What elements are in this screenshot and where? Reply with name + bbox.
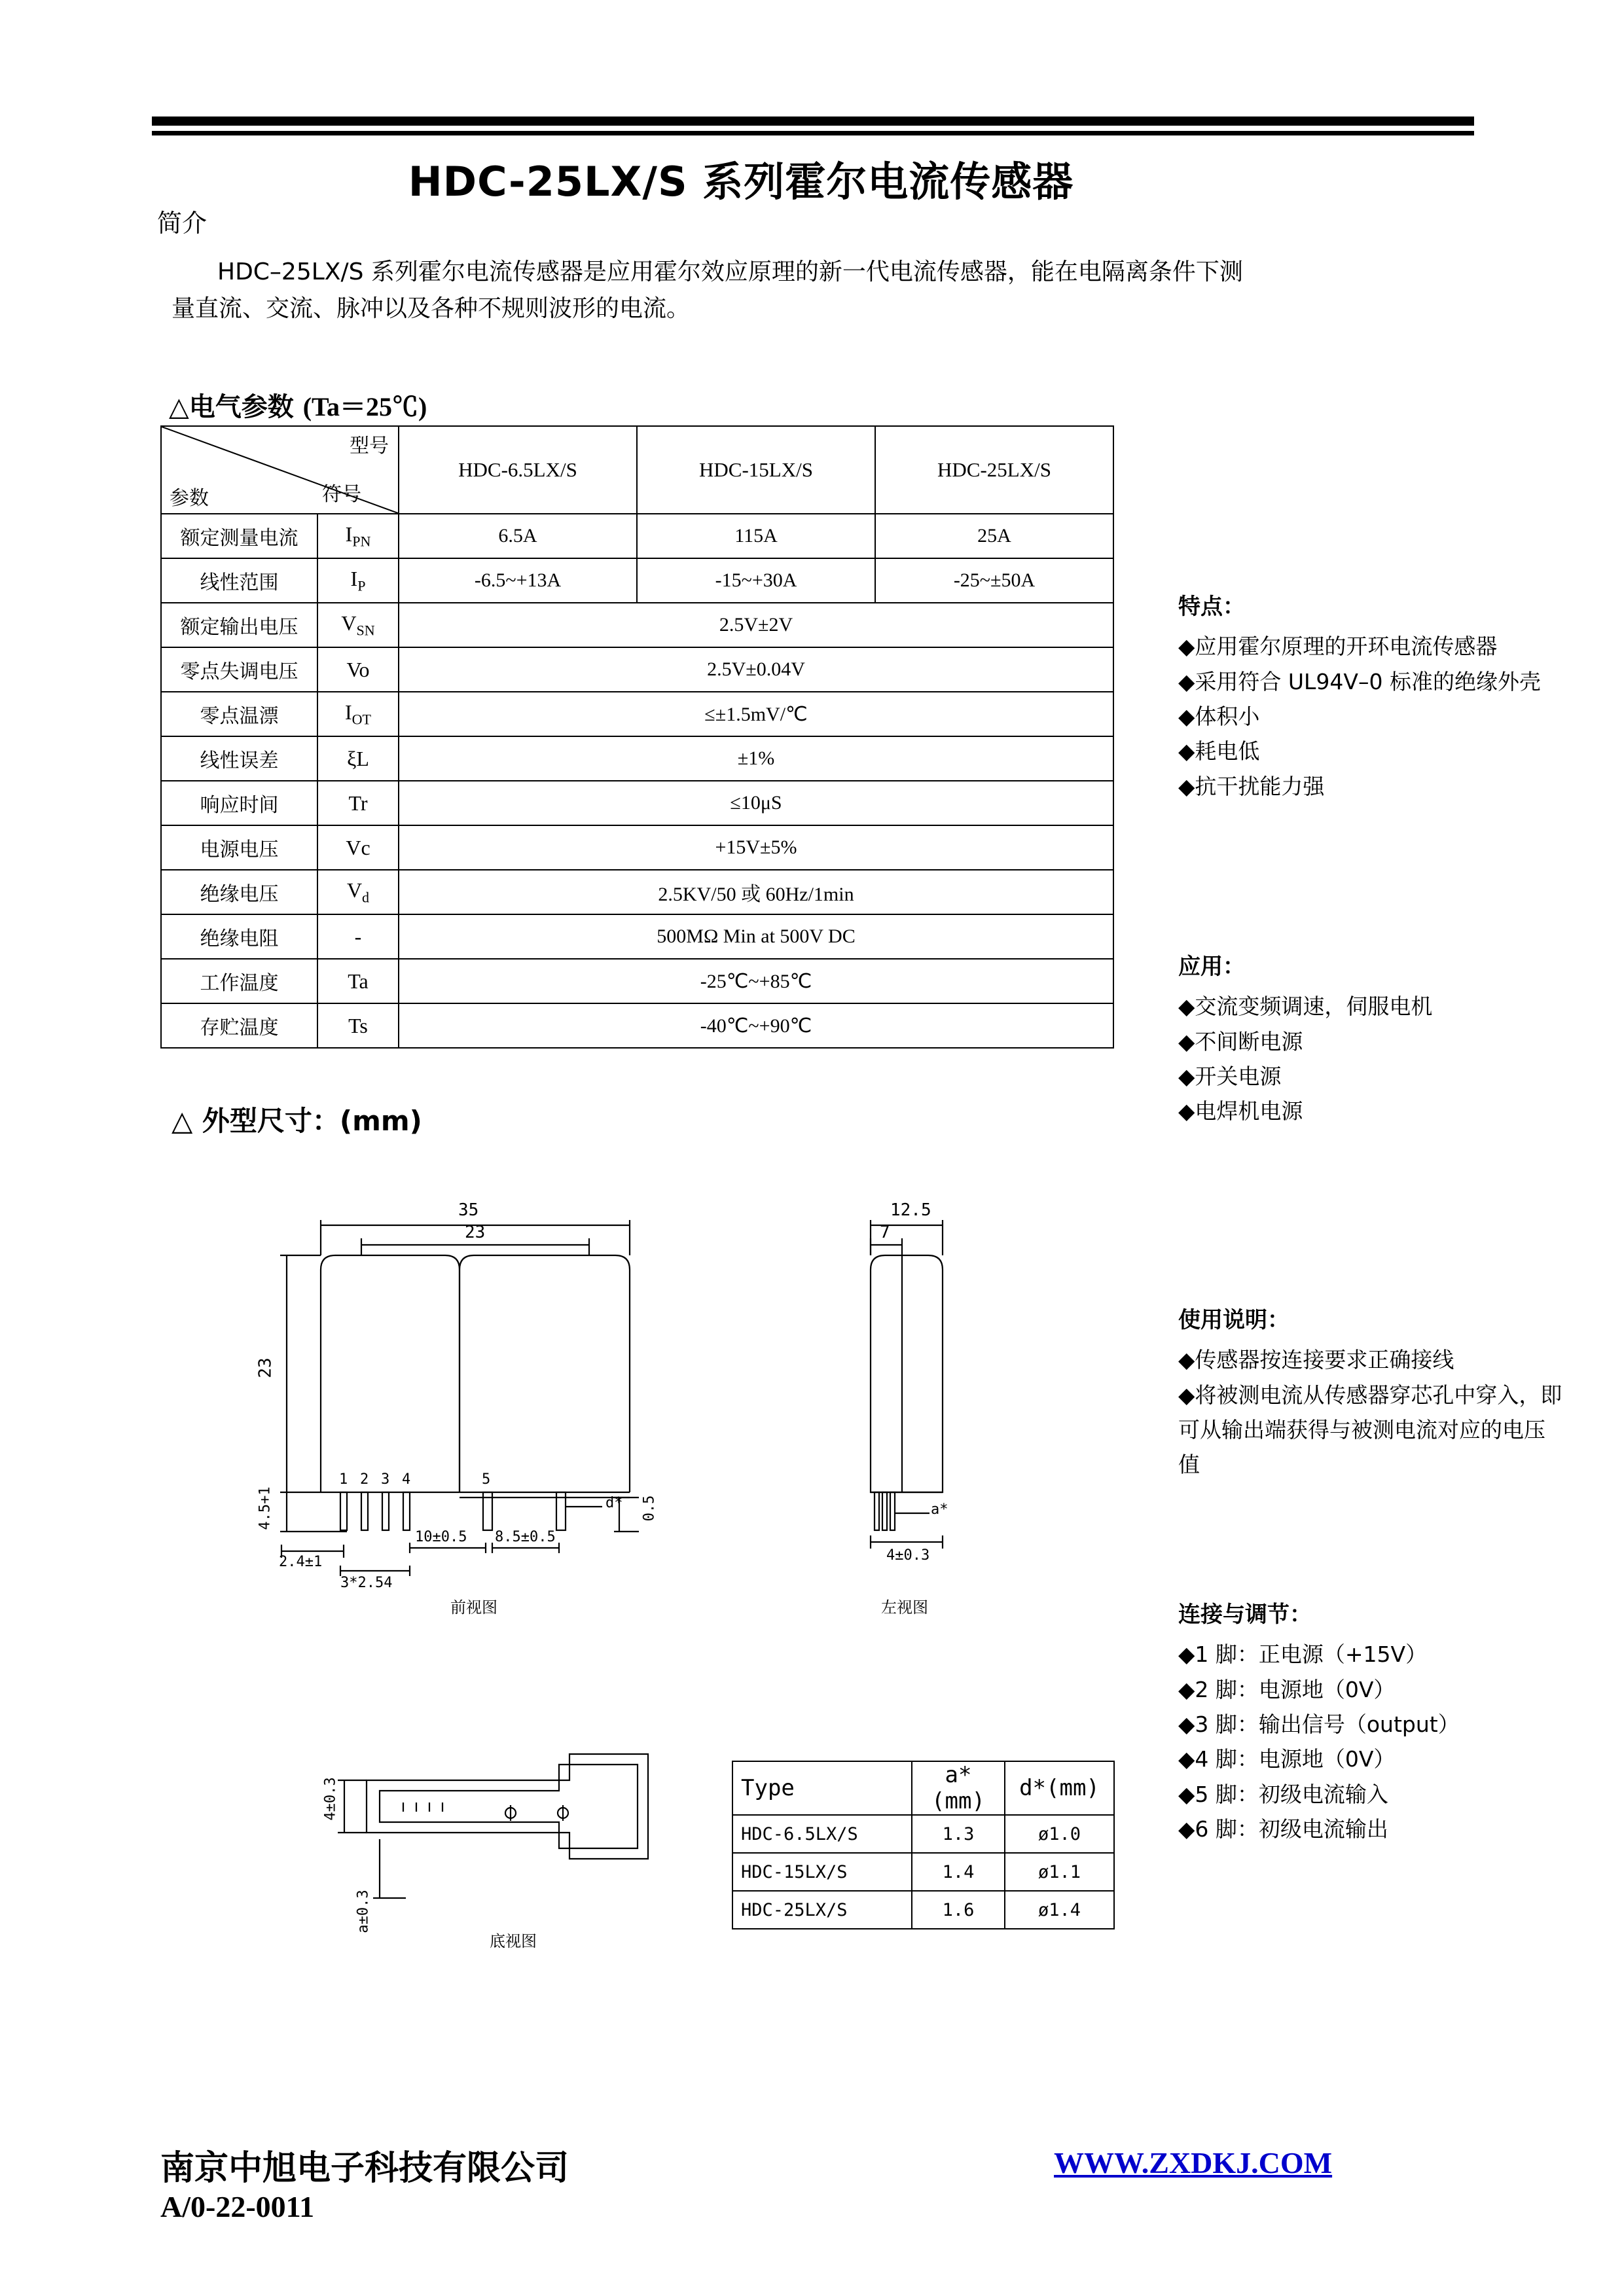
row-symbol: $I_{PN}$ bbox=[317, 514, 399, 558]
header-model-label: 型号 bbox=[350, 435, 389, 457]
header-rule-thick bbox=[152, 117, 1474, 126]
type-a-value: 1.6 bbox=[912, 1891, 1005, 1929]
a-col-header: a*(mm) bbox=[912, 1761, 1005, 1815]
connection-item: ◆1 脚：正电源（+15V） bbox=[1178, 1641, 1428, 1668]
row-symbol: ξL bbox=[317, 736, 399, 781]
row-label: 绝缘电压 bbox=[161, 870, 317, 914]
applications-heading: 应用： bbox=[1178, 954, 1245, 980]
features-item: ◆采用符合 UL94V–0 标准的绝缘外壳 bbox=[1178, 668, 1541, 694]
table-header-row bbox=[161, 426, 1113, 514]
applications-item: ◆交流变频调速，伺服电机 bbox=[1178, 994, 1433, 1020]
table-row bbox=[732, 1891, 1114, 1929]
row-symbol: - bbox=[317, 914, 399, 959]
dim-pin-height: 4.5+1 bbox=[257, 1486, 274, 1530]
table-row bbox=[161, 959, 1113, 1003]
dim-side-thickness: 4±0.3 bbox=[886, 1547, 930, 1564]
front-view-caption: 前视图 bbox=[450, 1598, 497, 1617]
row-symbol: Vo bbox=[317, 647, 399, 692]
connection-block bbox=[1178, 1597, 1571, 1847]
type-a-value: 1.4 bbox=[912, 1853, 1005, 1891]
row-label: 线性范围 bbox=[161, 558, 317, 603]
bottom-view-drawing bbox=[281, 1734, 700, 2022]
table-row bbox=[161, 781, 1113, 825]
header-diagonal-cell bbox=[161, 426, 399, 514]
pin-number-1: 1 bbox=[339, 1471, 348, 1488]
row-label: 电源电压 bbox=[161, 825, 317, 870]
row-value: -25~±50A bbox=[875, 558, 1113, 603]
dim-depth: 0.5 bbox=[641, 1495, 658, 1522]
connection-item: ◆3 脚：输出信号（output） bbox=[1178, 1711, 1460, 1737]
table-row bbox=[161, 603, 1113, 647]
type-name: HDC-6.5LX/S bbox=[732, 1815, 912, 1853]
row-value: 25A bbox=[875, 514, 1113, 558]
row-symbol: Ts bbox=[317, 1003, 399, 1048]
pin-number-4: 4 bbox=[402, 1471, 411, 1488]
row-label: 存贮温度 bbox=[161, 1003, 317, 1048]
applications-item: ◆开关电源 bbox=[1178, 1063, 1282, 1089]
table-row bbox=[161, 692, 1113, 736]
bottom-view-svg bbox=[281, 1734, 700, 2022]
features-block bbox=[1178, 589, 1571, 804]
dim-pin-pitch: 3*2.54 bbox=[340, 1575, 393, 1591]
side-view-drawing bbox=[831, 1200, 1028, 1636]
applications-item: ◆电焊机电源 bbox=[1178, 1098, 1303, 1124]
row-value: 115A bbox=[637, 514, 875, 558]
footer-company: 南京中旭电子科技有限公司 bbox=[160, 2149, 569, 2188]
row-symbol: $I_P$ bbox=[317, 558, 399, 603]
usage-item: ◆将被测电流从传感器穿芯孔中穿入，即可从输出端获得与被测电流对应的电压值 bbox=[1178, 1382, 1562, 1478]
row-value: -6.5~+13A bbox=[399, 558, 637, 603]
row-value: 2.5V±0.04V bbox=[399, 647, 1113, 692]
pin-number-2: 2 bbox=[360, 1471, 369, 1488]
pin-number-5: 5 bbox=[482, 1471, 491, 1488]
type-a-value: 1.3 bbox=[912, 1815, 1005, 1853]
electrical-condition: (Ta＝25℃) bbox=[302, 392, 427, 422]
type-d-value: ø1.1 bbox=[1005, 1853, 1114, 1891]
dim-left-offset: 2.4±1 bbox=[279, 1554, 323, 1570]
footer-document-code: A/0-22-0011 bbox=[160, 2190, 315, 2223]
features-heading: 特点： bbox=[1178, 594, 1245, 620]
features-item: ◆耗电低 bbox=[1178, 738, 1260, 764]
table-row bbox=[161, 870, 1113, 914]
header-symbol-label: 符号 bbox=[322, 483, 361, 506]
type-name: HDC-25LX/S bbox=[732, 1891, 912, 1929]
row-value: ≤10μS bbox=[399, 781, 1113, 825]
table-row bbox=[161, 514, 1113, 558]
table-row bbox=[161, 825, 1113, 870]
dim-width-inner: 23 bbox=[465, 1223, 486, 1242]
dim-height: 23 bbox=[255, 1357, 276, 1378]
dim-span-10: 10±0.5 bbox=[415, 1529, 467, 1545]
row-value: -25℃~+85℃ bbox=[399, 959, 1113, 1003]
row-label: 额定测量电流 bbox=[161, 514, 317, 558]
table-row bbox=[161, 1003, 1113, 1048]
usage-heading: 使用说明： bbox=[1178, 1307, 1290, 1333]
row-label: 额定输出电压 bbox=[161, 603, 317, 647]
features-item: ◆体积小 bbox=[1178, 703, 1260, 729]
electrical-section-heading bbox=[169, 386, 427, 423]
dim-side-width-outer: 12.5 bbox=[890, 1200, 931, 1220]
table-row bbox=[161, 914, 1113, 959]
row-symbol: $V_{SN}$ bbox=[317, 603, 399, 647]
row-symbol: $V_d$ bbox=[317, 870, 399, 914]
features-item: ◆抗干扰能力强 bbox=[1178, 773, 1325, 799]
dim-d-star: d* bbox=[605, 1495, 623, 1511]
page-title: HDC-25LX/S 系列霍尔电流传感器 bbox=[408, 158, 1074, 206]
front-view-drawing bbox=[249, 1200, 720, 1636]
table-row bbox=[732, 1853, 1114, 1891]
header-param-label: 参数 bbox=[170, 487, 209, 510]
connection-item: ◆5 脚：初级电流输入 bbox=[1178, 1781, 1388, 1807]
table-row bbox=[161, 647, 1113, 692]
type-dimension-table bbox=[732, 1761, 1115, 1929]
bottom-view-caption: 底视图 bbox=[490, 1932, 537, 1950]
row-label: 绝缘电阻 bbox=[161, 914, 317, 959]
dim-bottom-depth: a±0.3 bbox=[355, 1890, 372, 1933]
row-symbol: $I_{OT}$ bbox=[317, 692, 399, 736]
row-value: 2.5KV/50 或 60Hz/1min bbox=[399, 870, 1113, 914]
type-name: HDC-15LX/S bbox=[732, 1853, 912, 1891]
row-value: +15V±5% bbox=[399, 825, 1113, 870]
model-col-2: HDC-15LX/S bbox=[637, 426, 875, 514]
model-col-1: HDC-6.5LX/S bbox=[399, 426, 637, 514]
table-row bbox=[161, 558, 1113, 603]
row-value: 2.5V±2V bbox=[399, 603, 1113, 647]
row-value: -40℃~+90℃ bbox=[399, 1003, 1113, 1048]
type-d-value: ø1.4 bbox=[1005, 1891, 1114, 1929]
connection-item: ◆2 脚：电源地（0V） bbox=[1178, 1676, 1396, 1702]
connection-item: ◆6 脚：初级电流输出 bbox=[1178, 1816, 1388, 1842]
d-col-header: d*(mm) bbox=[1005, 1761, 1114, 1815]
usage-item: ◆传感器按连接要求正确接线 bbox=[1178, 1347, 1454, 1373]
row-value: 6.5A bbox=[399, 514, 637, 558]
dim-span-85: 8.5±0.5 bbox=[495, 1529, 556, 1545]
type-col-header: Type bbox=[732, 1761, 912, 1815]
side-view-svg bbox=[831, 1204, 1028, 1636]
dim-a-star: a* bbox=[931, 1501, 948, 1518]
type-d-value: ø1.0 bbox=[1005, 1815, 1114, 1853]
dimensions-heading: △ 外型尺寸：(mm) bbox=[171, 1105, 422, 1137]
intro-paragraph: HDC–25LX/S 系列霍尔电流传感器是应用霍尔效应原理的新一代电流传感器，能在电隔离条件下测量直流、交流、脉冲以及各种不规则波形的电流。 bbox=[171, 259, 1243, 322]
row-label: 零点失调电压 bbox=[161, 647, 317, 692]
row-symbol: Vc bbox=[317, 825, 399, 870]
type-table-header-row bbox=[732, 1761, 1114, 1815]
dim-side-width-inner: 7 bbox=[880, 1223, 890, 1242]
row-label: 线性误差 bbox=[161, 736, 317, 781]
row-value: 500MΩ Min at 500V DC bbox=[399, 914, 1113, 959]
table-row bbox=[161, 736, 1113, 781]
row-value: ≤±1.5mV/℃ bbox=[399, 692, 1113, 736]
row-symbol: Tr bbox=[317, 781, 399, 825]
pin-number-3: 3 bbox=[381, 1471, 390, 1488]
dim-width-outer: 35 bbox=[458, 1200, 479, 1220]
applications-block bbox=[1178, 949, 1571, 1129]
connection-item: ◆4 脚：电源地（0V） bbox=[1178, 1746, 1396, 1772]
row-symbol: Ta bbox=[317, 959, 399, 1003]
header-rule-thin bbox=[152, 131, 1474, 135]
applications-item: ◆不间断电源 bbox=[1178, 1028, 1303, 1054]
front-view-svg bbox=[249, 1204, 720, 1636]
electrical-heading-text: △电气参数 bbox=[169, 392, 294, 422]
connection-heading: 连接与调节： bbox=[1178, 1602, 1312, 1628]
intro-label: 简介 bbox=[157, 209, 208, 238]
side-view-caption: 左视图 bbox=[881, 1598, 928, 1617]
row-label: 零点温漂 bbox=[161, 692, 317, 736]
row-value: ±1% bbox=[399, 736, 1113, 781]
features-item: ◆应用霍尔原理的开环电流传感器 bbox=[1178, 634, 1498, 660]
table-row bbox=[732, 1815, 1114, 1853]
dim-bottom-height: 4±0.3 bbox=[322, 1777, 339, 1821]
model-col-3: HDC-25LX/S bbox=[875, 426, 1113, 514]
usage-block bbox=[1178, 1302, 1571, 1482]
row-value: -15~+30A bbox=[637, 558, 875, 603]
footer-website-link[interactable]: WWW.ZXDKJ.COM bbox=[1054, 2146, 1333, 2179]
row-label: 响应时间 bbox=[161, 781, 317, 825]
row-label: 工作温度 bbox=[161, 959, 317, 1003]
electrical-parameter-table bbox=[160, 425, 1114, 1049]
